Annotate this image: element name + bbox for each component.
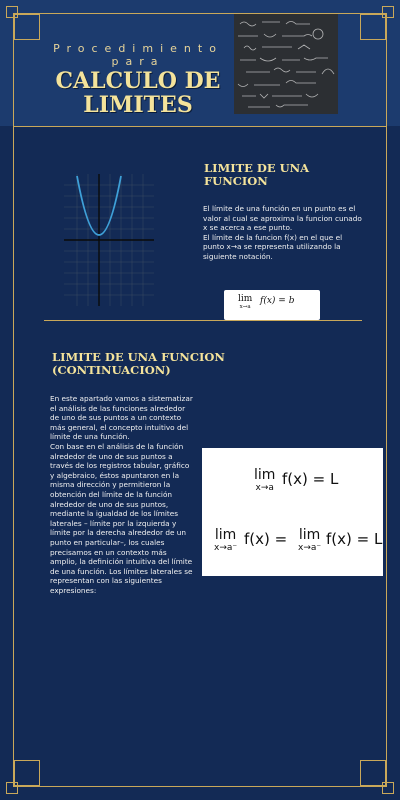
heading-line: (CONTINUACION) xyxy=(52,363,171,377)
section-divider xyxy=(44,320,362,321)
corner-square xyxy=(6,782,18,794)
lim-symbol: lim xyxy=(238,294,253,304)
corner-square xyxy=(382,782,394,794)
lateral-limits-formula xyxy=(202,448,383,576)
section1-heading xyxy=(204,162,354,188)
subtitle-line: Procedimiento xyxy=(53,42,223,55)
page-title xyxy=(38,69,238,117)
lim-symbol: lim xyxy=(214,527,237,543)
lim-subscript: x→a xyxy=(239,304,251,310)
corner-square xyxy=(382,6,394,18)
formula1-lim xyxy=(254,468,275,493)
parabola-graph-svg xyxy=(64,174,154,306)
heading-line: LIMITE DE UNA FUNCION xyxy=(52,350,225,364)
lim-symbol: lim xyxy=(254,467,276,483)
formula1-expression: f(x) = L xyxy=(282,470,339,488)
formula-expression: f(x) = b xyxy=(260,296,295,306)
lim-symbol: lim xyxy=(298,527,321,543)
chalkboard-image xyxy=(234,14,338,114)
heading-line: LIMITE DE UNA xyxy=(204,161,310,175)
header-subtitle xyxy=(38,42,238,68)
section2-paragraph: Con base en el análisis de la función alrededor de uno de sus puntos a través de los registros tabular, gráfico y algebraico, éstos apuntaron en la misma dirección y permitieron la obtención del límite de la función alrededor de uno de sus puntos, mediante la igualdad de los límites laterales – límite por la izquierda y límite por la derecha alrededor de un punto en particular–, los cuales precisamos en un contexto más amplio, la definición intuitiva del límite de una función. Los límites laterales se representan con las siguientes expresiones: xyxy=(50,441,193,595)
section2-paragraph: En este apartado vamos a sistematizar el análisis de las funciones alrededor de uno de sus puntos a un contexto más general, el concepto intuitivo del límite de una función. xyxy=(50,394,193,442)
heading-line: FUNCION xyxy=(204,174,268,188)
section1-paragraph: El límite de la funcion f(x) en el que el punto x→a se representa utilizando la siguiente notación. xyxy=(203,232,343,261)
lim-subscript: x→a⁻ xyxy=(298,543,322,553)
title-line: LIMITES xyxy=(83,92,193,118)
limit-notation-formula xyxy=(224,290,320,320)
formula2-right-expression: f(x) = L xyxy=(326,530,383,548)
subtitle-line: para xyxy=(111,55,165,68)
formula2-lim-right xyxy=(298,528,321,553)
title-line: CALCULO DE xyxy=(55,68,221,94)
corner-square xyxy=(6,6,18,18)
lim-subscript: x→a xyxy=(255,483,274,493)
section1-text xyxy=(203,204,363,262)
section2-heading xyxy=(52,351,252,377)
section2-text xyxy=(50,394,194,595)
chalk-scribbles-illustration xyxy=(234,14,338,114)
section1-paragraph: El límite de una función en un punto es el valor al cual se aproxima la funcion cunado x se acerca a ese punto. xyxy=(203,204,362,233)
lim-subscript: x→a⁻ xyxy=(214,543,238,553)
formula2-lim-left xyxy=(214,528,237,553)
parabola-graph xyxy=(64,174,154,306)
formula2-left-expression: f(x) = xyxy=(244,530,288,548)
